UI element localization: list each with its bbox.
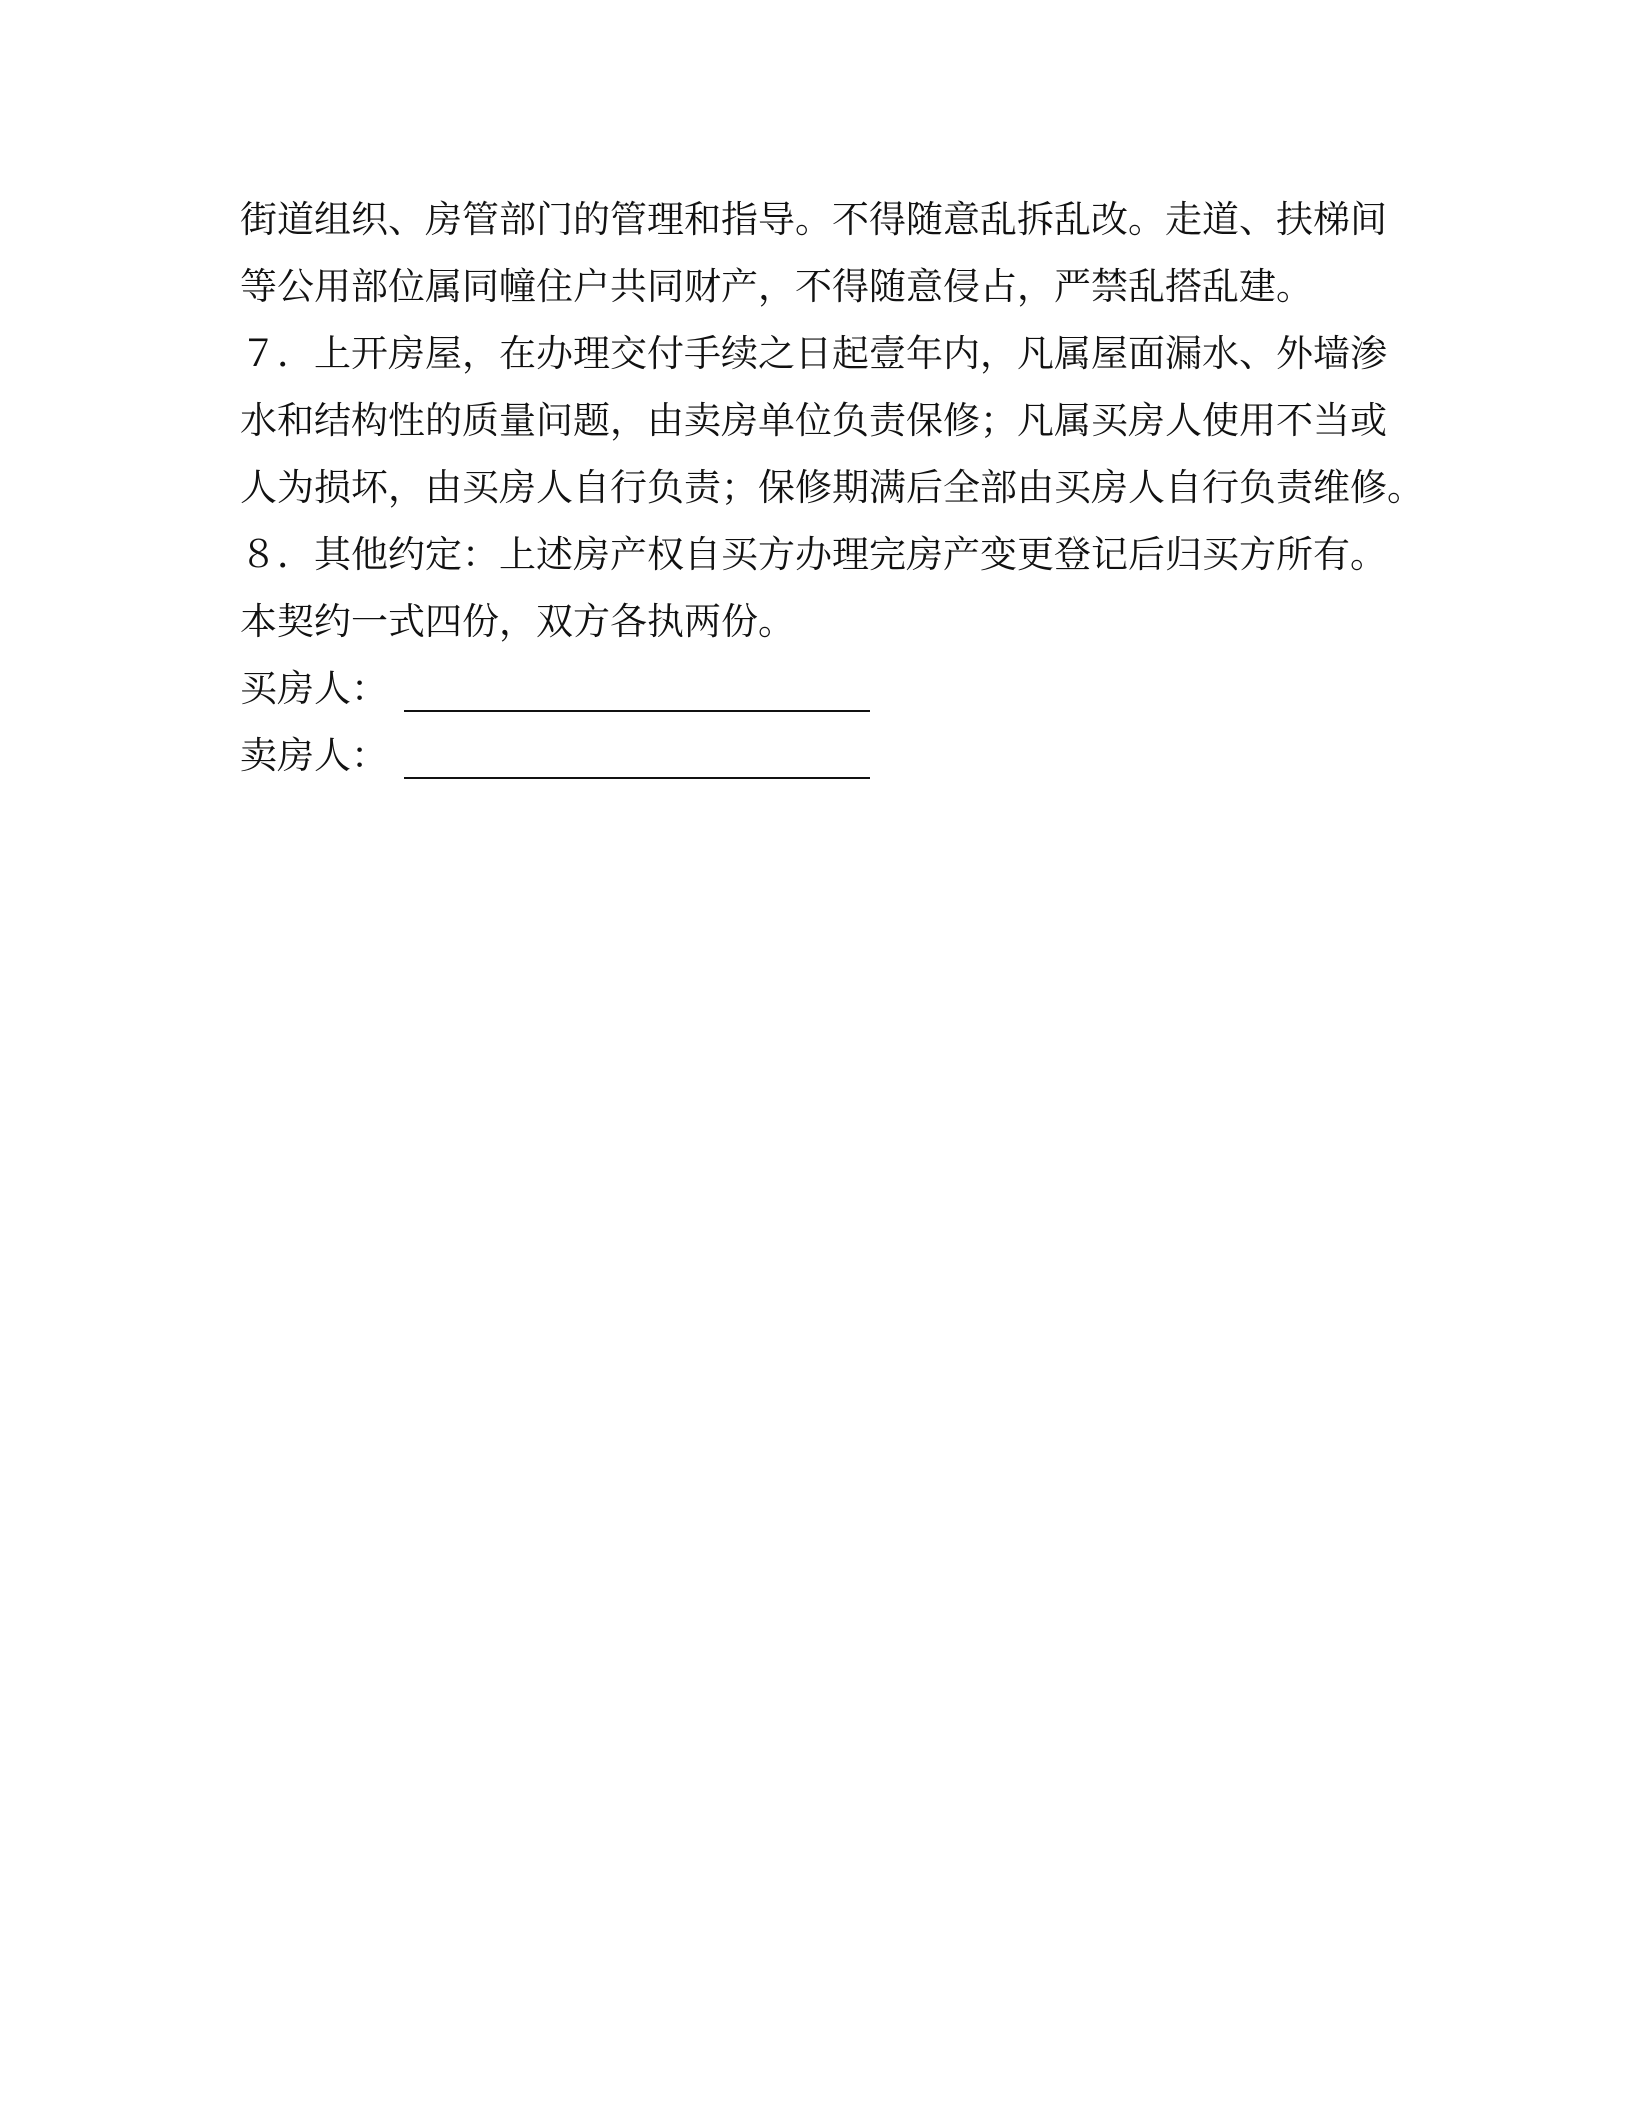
copies-statement: 本契约一式四份，双方各执两份。 <box>240 600 795 643</box>
buyer-signature-row <box>240 655 1400 722</box>
clause-7-line-2: 水和结构性的质量问题，由卖房单位负责保修；凡属买房人使用不当或 <box>240 399 1387 442</box>
buyer-label: 买房人： <box>240 667 388 710</box>
buyer-signature-line <box>404 710 870 712</box>
paragraph-line-2: 等公用部位属同幢住户共同财产，不得随意侵占，严禁乱搭乱建。 <box>240 265 1313 308</box>
seller-signature-row <box>240 722 1400 789</box>
clause-7-line-3: 人为损坏，由买房人自行负责；保修期满后全部由买房人自行负责维修。 <box>240 466 1424 509</box>
clause-7-line-1: ７．上开房屋，在办理交付手续之日起壹年内，凡属屋面漏水、外墙渗 <box>240 332 1387 375</box>
clause-8-line-1: ８．其他约定：上述房产权自买方办理完房产变更登记后归买方所有。 <box>240 533 1387 576</box>
document-body <box>240 186 1424 789</box>
seller-signature-line <box>404 777 870 779</box>
paragraph-line-1: 街道组织、房管部门的管理和指导。不得随意乱拆乱改。走道、扶梯间 <box>240 198 1387 241</box>
seller-label: 卖房人： <box>240 734 388 777</box>
